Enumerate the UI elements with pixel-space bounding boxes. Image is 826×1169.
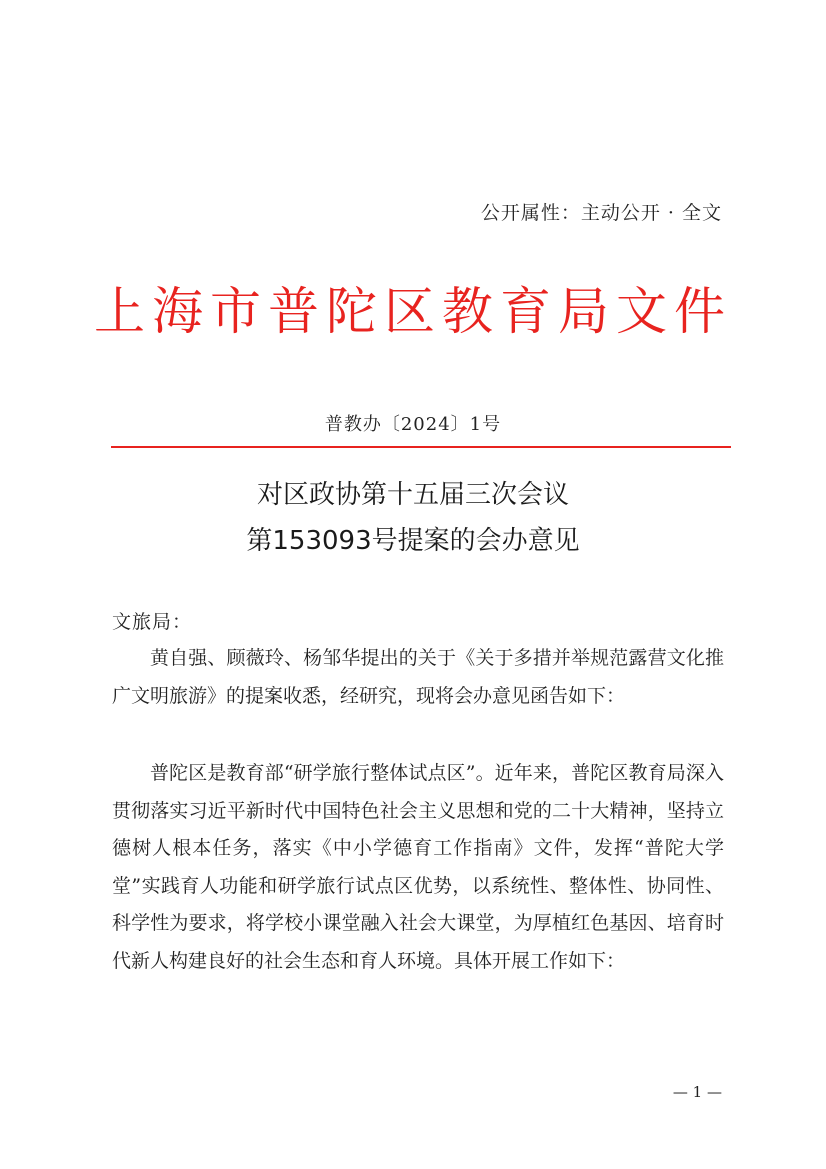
page-number: — 1 — bbox=[672, 1083, 722, 1101]
document-title-line-2: 第153093号提案的会办意见 bbox=[246, 526, 580, 556]
document-number: 普教办〔2024〕1号 bbox=[324, 414, 502, 435]
red-divider-line bbox=[111, 446, 731, 448]
disclosure-attribute: 公开属性：主动公开 · 全文 bbox=[480, 202, 722, 224]
salutation: 文旅局： bbox=[112, 611, 193, 633]
document-title-line-1: 对区政协第十五届三次会议 bbox=[256, 480, 569, 510]
document-masthead: 上海市普陀区教育局文件 bbox=[93, 283, 732, 342]
body-paragraph-1: 黄自强、顾薇玲、杨邹华提出的关于《关于多措并举规范露营文化推广文明旅游》的提案收悉，经研究，现将会办意见函告如下： bbox=[112, 647, 724, 707]
body-paragraph-2: 普陀区是教育部“研学旅行整体试点区”。近年来，普陀区教育局深入贯彻落实习近平新时代中国特色社会主义思想和党的二十大精神，坚持立德树人根本任务，落实《中小学德育工作指南》文件，发挥“普陀大学堂”实践育人功能和研学旅行试点区优势，以系统性、整体性、协同性、科学性为要求，将学校小课堂融入社会大课堂，为厚植红色基因、培育时代新人构建良好的社会生态和育人环境。具体开展工作如下： bbox=[112, 762, 724, 972]
